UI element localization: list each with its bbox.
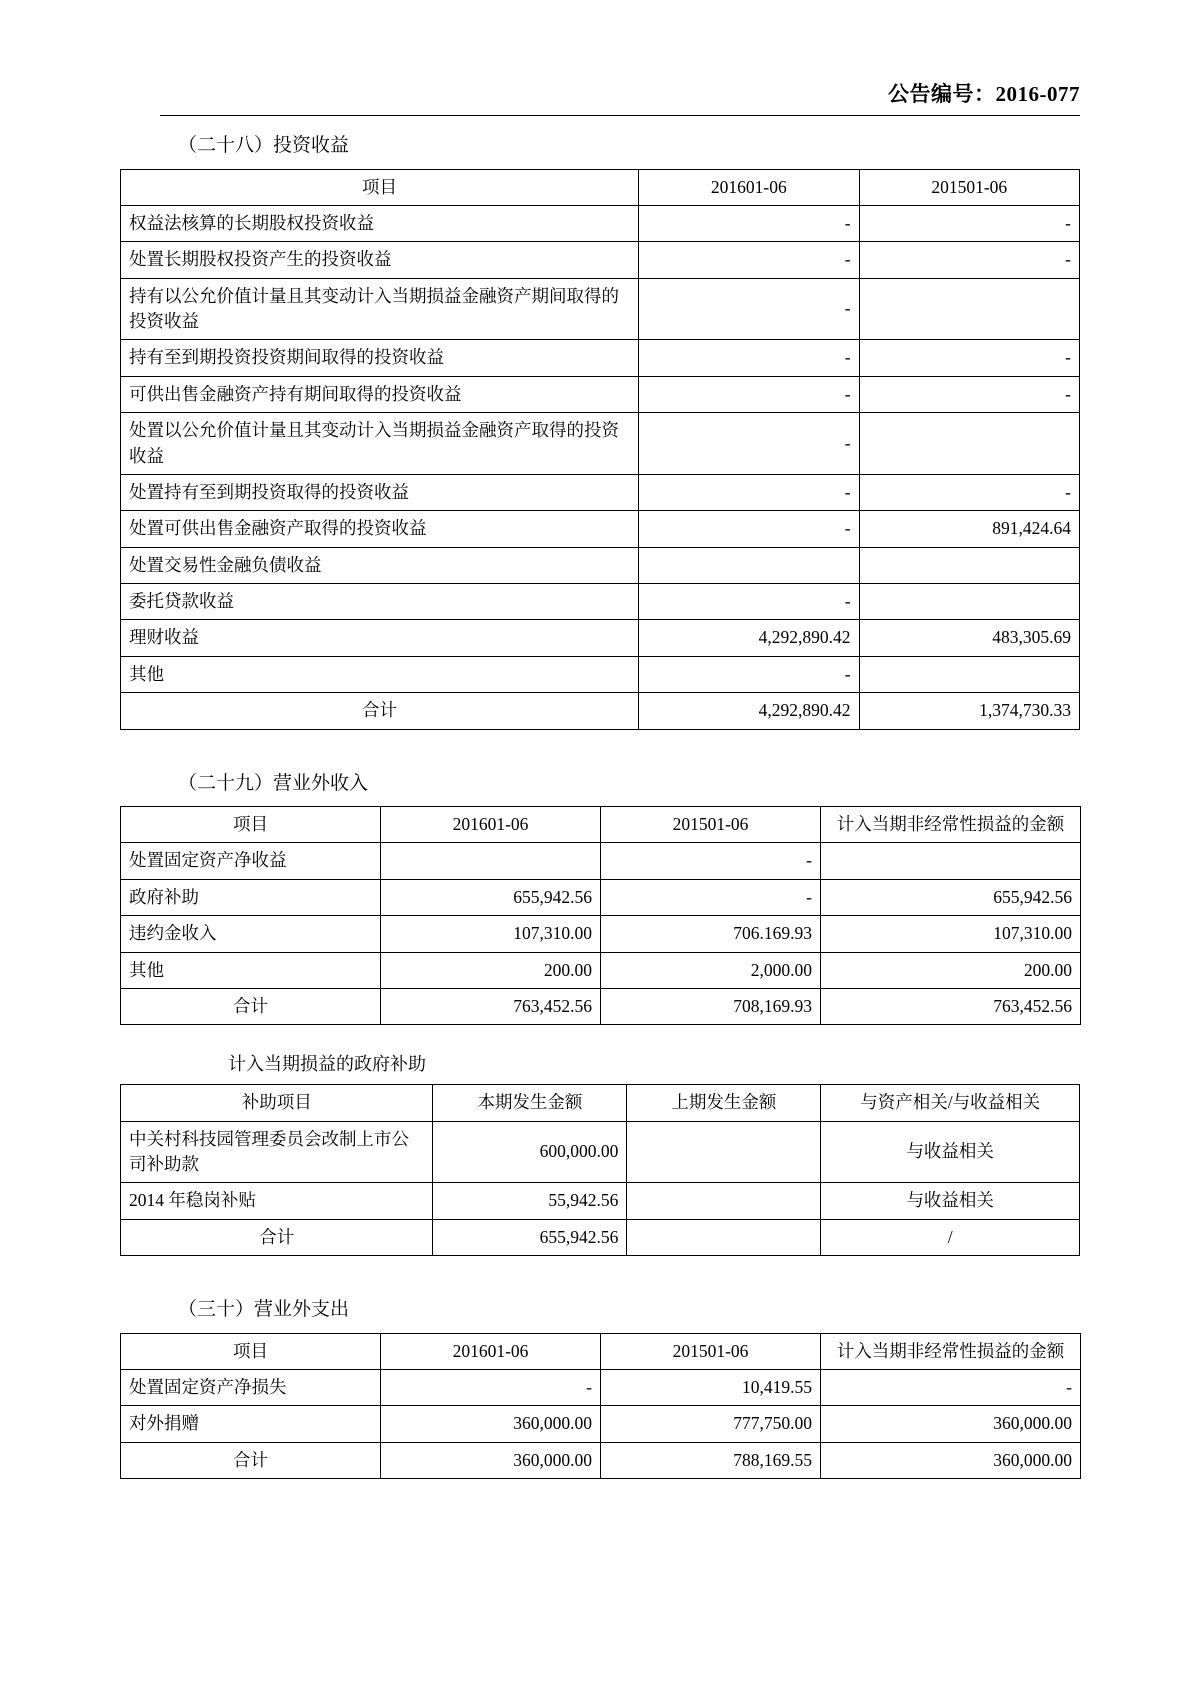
total-value-current: 4,292,890.42 bbox=[639, 693, 859, 729]
row-value-nonrecurring: 360,000.00 bbox=[821, 1406, 1081, 1442]
table-row bbox=[121, 879, 1081, 915]
spacer bbox=[120, 1256, 1080, 1296]
government-grants-table bbox=[120, 1084, 1080, 1256]
row-value-nonrecurring: 200.00 bbox=[821, 952, 1081, 988]
row-value-current: 55,942.56 bbox=[433, 1183, 627, 1219]
total-value-prior: 708,169.93 bbox=[601, 988, 821, 1024]
table-row bbox=[121, 916, 1081, 952]
table-row bbox=[121, 547, 1080, 583]
investment-income-table-wrap bbox=[120, 169, 1080, 730]
row-value-current bbox=[639, 547, 859, 583]
row-label: 其他 bbox=[121, 952, 381, 988]
col-header-item: 项目 bbox=[121, 169, 639, 205]
table-row bbox=[121, 278, 1080, 340]
header-divider bbox=[160, 115, 1080, 116]
row-value-current: 360,000.00 bbox=[381, 1406, 601, 1442]
total-label: 合计 bbox=[121, 1219, 433, 1255]
table-row bbox=[121, 656, 1080, 692]
notice-number: 公告编号：2016-077 bbox=[888, 82, 1080, 106]
row-value-nonrecurring bbox=[821, 843, 1081, 879]
table-total-row bbox=[121, 693, 1080, 729]
row-value-current: 107,310.00 bbox=[381, 916, 601, 952]
total-label: 合计 bbox=[121, 693, 639, 729]
total-value-relation: / bbox=[821, 1219, 1080, 1255]
total-value-current: 763,452.56 bbox=[381, 988, 601, 1024]
row-value-current: 200.00 bbox=[381, 952, 601, 988]
total-value-nonrecurring: 763,452.56 bbox=[821, 988, 1081, 1024]
row-label: 权益法核算的长期股权投资收益 bbox=[121, 205, 639, 241]
row-value-current: - bbox=[639, 584, 859, 620]
table-row bbox=[121, 474, 1080, 510]
non-operating-expense-table bbox=[120, 1333, 1081, 1480]
spacer bbox=[120, 730, 1080, 770]
row-value-prior bbox=[627, 1121, 821, 1183]
row-label: 持有以公允价值计量且其变动计入当期损益金融资产期间取得的投资收益 bbox=[121, 278, 639, 340]
row-value-prior bbox=[859, 584, 1079, 620]
row-value-prior: 483,305.69 bbox=[859, 620, 1079, 656]
table-row bbox=[121, 1406, 1081, 1442]
row-label: 2014 年稳岗补贴 bbox=[121, 1183, 433, 1219]
row-value-current: - bbox=[639, 340, 859, 376]
row-value-current bbox=[381, 843, 601, 879]
table-row bbox=[121, 620, 1080, 656]
row-value-prior bbox=[627, 1183, 821, 1219]
row-label: 处置可供出售金融资产取得的投资收益 bbox=[121, 511, 639, 547]
table-row bbox=[121, 205, 1080, 241]
total-value-current: 655,942.56 bbox=[433, 1219, 627, 1255]
col-header-prior-amount: 上期发生金额 bbox=[627, 1085, 821, 1121]
row-value-prior bbox=[859, 656, 1079, 692]
row-value-current: - bbox=[639, 242, 859, 278]
row-label: 处置以公允价值计量且其变动计入当期损益金融资产取得的投资收益 bbox=[121, 413, 639, 475]
total-value-prior: 788,169.55 bbox=[601, 1442, 821, 1478]
row-value-prior: - bbox=[859, 376, 1079, 412]
row-label: 对外捐赠 bbox=[121, 1406, 381, 1442]
row-label: 中关村科技园管理委员会改制上市公司补助款 bbox=[121, 1121, 433, 1183]
row-value-prior: 706.169.93 bbox=[601, 916, 821, 952]
col-header-grant-item: 补助项目 bbox=[121, 1085, 433, 1121]
col-header-period-prior: 201501-06 bbox=[601, 807, 821, 843]
col-header-current-amount: 本期发生金额 bbox=[433, 1085, 627, 1121]
table-total-row bbox=[121, 1442, 1081, 1478]
government-grants-table-wrap bbox=[120, 1084, 1080, 1256]
total-value-prior: 1,374,730.33 bbox=[859, 693, 1079, 729]
spacer bbox=[120, 1025, 1080, 1051]
row-value-prior: 891,424.64 bbox=[859, 511, 1079, 547]
row-value-prior bbox=[859, 278, 1079, 340]
row-value-prior: - bbox=[859, 242, 1079, 278]
col-header-period-prior: 201501-06 bbox=[601, 1333, 821, 1369]
col-header-relation: 与资产相关/与收益相关 bbox=[821, 1085, 1080, 1121]
row-label: 处置长期股权投资产生的投资收益 bbox=[121, 242, 639, 278]
row-value-current: 4,292,890.42 bbox=[639, 620, 859, 656]
col-header-item: 项目 bbox=[121, 807, 381, 843]
row-value-current: - bbox=[639, 376, 859, 412]
row-value-prior: 2,000.00 bbox=[601, 952, 821, 988]
row-value-prior: 777,750.00 bbox=[601, 1406, 821, 1442]
row-label: 其他 bbox=[121, 656, 639, 692]
row-label: 处置固定资产净损失 bbox=[121, 1370, 381, 1406]
row-value-current: - bbox=[639, 413, 859, 475]
row-value-prior: - bbox=[601, 843, 821, 879]
section-title-non-operating-expense: （三十）营业外支出 bbox=[178, 1299, 350, 1321]
col-header-period-current: 201601-06 bbox=[381, 1333, 601, 1369]
row-value-current: - bbox=[639, 474, 859, 510]
row-value-relation: 与收益相关 bbox=[821, 1121, 1080, 1183]
row-value-nonrecurring: 107,310.00 bbox=[821, 916, 1081, 952]
row-value-prior: - bbox=[859, 205, 1079, 241]
table-row bbox=[121, 843, 1081, 879]
row-value-prior bbox=[859, 547, 1079, 583]
row-value-relation: 与收益相关 bbox=[821, 1183, 1080, 1219]
table-row bbox=[121, 413, 1080, 475]
row-label: 持有至到期投资投资期间取得的投资收益 bbox=[121, 340, 639, 376]
table-header-row bbox=[121, 1333, 1081, 1369]
row-label: 处置交易性金融负债收益 bbox=[121, 547, 639, 583]
row-value-current: 600,000.00 bbox=[433, 1121, 627, 1183]
table-row bbox=[121, 376, 1080, 412]
non-operating-expense-table-wrap bbox=[120, 1333, 1080, 1480]
row-value-prior: 10,419.55 bbox=[601, 1370, 821, 1406]
total-label: 合计 bbox=[121, 988, 381, 1024]
row-value-current: 655,942.56 bbox=[381, 879, 601, 915]
row-label: 政府补助 bbox=[121, 879, 381, 915]
subsection-title-government-grants: 计入当期损益的政府补助 bbox=[228, 1054, 426, 1075]
row-value-nonrecurring: - bbox=[821, 1370, 1081, 1406]
col-header-period-current: 201601-06 bbox=[639, 169, 859, 205]
table-row bbox=[121, 1121, 1080, 1183]
table-row bbox=[121, 1183, 1080, 1219]
total-value-prior bbox=[627, 1219, 821, 1255]
row-value-current: - bbox=[639, 205, 859, 241]
row-value-prior: - bbox=[859, 474, 1079, 510]
col-header-item: 项目 bbox=[121, 1333, 381, 1369]
table-total-row bbox=[121, 988, 1081, 1024]
col-header-period-current: 201601-06 bbox=[381, 807, 601, 843]
table-row bbox=[121, 1370, 1081, 1406]
non-operating-income-table bbox=[120, 806, 1081, 1025]
table-total-row bbox=[121, 1219, 1080, 1255]
table-row bbox=[121, 340, 1080, 376]
total-value-nonrecurring: 360,000.00 bbox=[821, 1442, 1081, 1478]
col-header-nonrecurring-amount: 计入当期非经常性损益的金额 bbox=[821, 1333, 1081, 1369]
table-row bbox=[121, 511, 1080, 547]
total-label: 合计 bbox=[121, 1442, 381, 1478]
table-header-row bbox=[121, 1085, 1080, 1121]
col-header-period-prior: 201501-06 bbox=[859, 169, 1079, 205]
table-row bbox=[121, 242, 1080, 278]
table-row bbox=[121, 584, 1080, 620]
section-title-investment-income: （二十八）投资收益 bbox=[178, 135, 350, 156]
row-value-current: - bbox=[381, 1370, 601, 1406]
row-value-current: - bbox=[639, 656, 859, 692]
section-title-non-operating-income: （二十九）营业外收入 bbox=[178, 772, 369, 794]
total-value-current: 360,000.00 bbox=[381, 1442, 601, 1478]
row-label: 处置持有至到期投资取得的投资收益 bbox=[121, 474, 639, 510]
row-value-prior bbox=[859, 413, 1079, 475]
row-value-current: - bbox=[639, 278, 859, 340]
row-label: 理财收益 bbox=[121, 620, 639, 656]
table-row bbox=[121, 952, 1081, 988]
table-header-row bbox=[121, 807, 1081, 843]
non-operating-income-table-wrap bbox=[120, 806, 1080, 1025]
table-header-row bbox=[121, 169, 1080, 205]
document-body bbox=[120, 132, 1080, 1479]
row-value-prior: - bbox=[601, 879, 821, 915]
row-value-nonrecurring: 655,942.56 bbox=[821, 879, 1081, 915]
col-header-nonrecurring-amount: 计入当期非经常性损益的金额 bbox=[821, 807, 1081, 843]
row-label: 可供出售金融资产持有期间取得的投资收益 bbox=[121, 376, 639, 412]
row-value-prior: - bbox=[859, 340, 1079, 376]
row-label: 处置固定资产净收益 bbox=[121, 843, 381, 879]
row-label: 委托贷款收益 bbox=[121, 584, 639, 620]
investment-income-table bbox=[120, 169, 1080, 730]
row-label: 违约金收入 bbox=[121, 916, 381, 952]
row-value-current: - bbox=[639, 511, 859, 547]
